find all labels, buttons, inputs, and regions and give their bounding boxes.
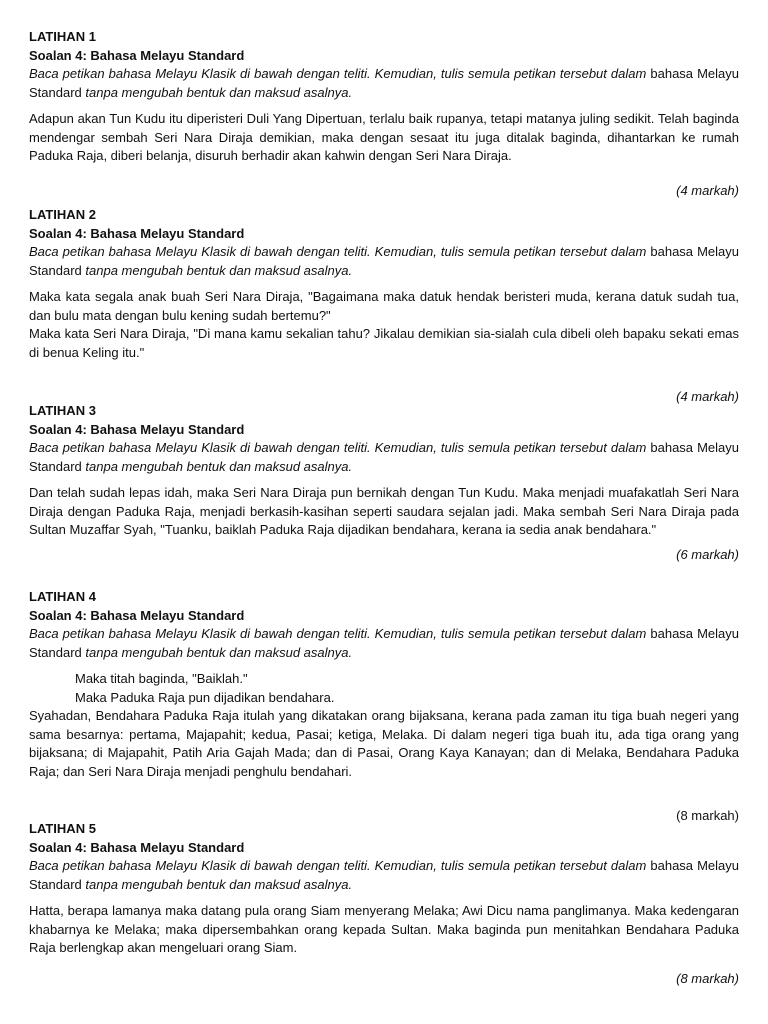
passage: Syahadan, Bendahara Paduka Raja itulah yang dikatakan orang bijaksana, kerana pada zaman itu tiga buah negeri yang sama besarnya: pertama, Majapahit; kedua, Pasai; ketiga, Melaka. Di dalam negeri tiga buah itu, ada tiga orang yang bijaksana; di Majapahit, Patih Aria Gajah Mada; dan di Pasai, Orang Kaya Kanayan; dan di Melaka, Bendahara Paduka Raja; dan Seri Nara Diraja menjadi penghulu bendahari. xyxy=(29,708,739,779)
passage: Hatta, berapa lamanya maka datang pula orang Siam menyerang Melaka; Awi Dicu nama panglimanya. Maka kedengaran khabarnya ke Melaka; maka dipersembahkan orang kepada Sultan. Maka baginda pun menitahkan Bendahara Paduka Raja berlengkap akan mengeluari orang Siam. xyxy=(29,903,739,955)
quote-line: Maka titah baginda, "Baiklah." xyxy=(75,671,248,686)
instruction: Baca petikan bahasa Melayu Klasik di bawah dengan teliti. Kemudian, tulis semula petikan tersebut dalam bahasa Melayu Standard tanpa mengubah bentuk dan maksud asalnya. xyxy=(29,66,739,100)
passage: Adapun akan Tun Kudu itu diperisteri Duli Yang Dipertuan, terlalu baik rupanya, tetapi matanya juling sedikit. Telah baginda mendengar sembah Seri Nara Diraja demikian, maka dengan sesaat itu juga ditalak baginda, dihantarkan ke rumah Paduka Raja, diberi belanja, disuruh berhadir akan kahwin dengan Seri Nara Diraja. xyxy=(29,111,739,163)
marks-label: (8 markah) xyxy=(676,808,739,823)
marks-label: (4 markah) xyxy=(676,182,739,198)
marks-label: (4 markah) xyxy=(676,389,739,404)
instruction: Baca petikan bahasa Melayu Klasik di bawah dengan teliti. Kemudian, tulis semula petikan tersebut dalam bahasa Melayu Standard tanpa mengubah bentuk dan maksud asalnya. xyxy=(29,244,739,278)
exercise-heading: LATIHAN 4 xyxy=(29,589,96,604)
exercise-5 xyxy=(29,820,739,988)
question-title: Soalan 4: Bahasa Melayu Standard xyxy=(29,839,245,855)
exercise-heading: LATIHAN 2 xyxy=(29,207,96,222)
instruction: Baca petikan bahasa Melayu Klasik di bawah dengan teliti. Kemudian, tulis semula petikan tersebut dalam bahasa Melayu Standard tanpa mengubah bentuk dan maksud asalnya. xyxy=(29,626,739,660)
instruction: Baca petikan bahasa Melayu Klasik di bawah dengan teliti. Kemudian, tulis semula petikan tersebut dalam bahasa Melayu Standard tanpa mengubah bentuk dan maksud asalnya. xyxy=(29,440,739,474)
question-title: Soalan 4: Bahasa Melayu Standard xyxy=(29,607,245,623)
exercise-heading: LATIHAN 5 xyxy=(29,821,96,836)
exercise-heading: LATIHAN 3 xyxy=(29,403,96,418)
passage: Dan telah sudah lepas idah, maka Seri Nara Diraja pun bernikah dengan Tun Kudu. Maka menjadi muafakatlah Seri Nara Diraja dengan Paduka Raja, menjadi berkasih-kasihan seperti saudara sejalan jadi. Maka sembah Seri Nara Diraja pada Sultan Muzaffar Syah, "Tuanku, baiklah Paduka Raja dijadikan bendahara, kerana ia sedia anak bendahara." xyxy=(29,485,739,537)
marks-label: (8 markah) xyxy=(676,970,739,986)
passage-continued: Maka kata Seri Nara Diraja, "Di mana kamu sekalian tahu? Jikalau demikian sia-sialah cula dibeli oleh bapaku sekati emas di benua Keling itu." xyxy=(29,326,739,360)
instruction: Baca petikan bahasa Melayu Klasik di bawah dengan teliti. Kemudian, tulis semula petikan tersebut dalam bahasa Melayu Standard tanpa mengubah bentuk dan maksud asalnya. xyxy=(29,858,739,892)
question-title: Soalan 4: Bahasa Melayu Standard xyxy=(29,225,245,241)
exercise-1 xyxy=(29,28,739,200)
question-title: Soalan 4: Bahasa Melayu Standard xyxy=(29,421,245,437)
quote-line: Maka Paduka Raja pun dijadikan bendahara. xyxy=(75,689,335,705)
exercise-4 xyxy=(29,588,739,826)
exercise-2 xyxy=(29,206,739,407)
exercise-3 xyxy=(29,402,739,564)
question-title: Soalan 4: Bahasa Melayu Standard xyxy=(29,47,245,63)
exercise-heading: LATIHAN 1 xyxy=(29,29,96,44)
passage: Maka kata segala anak buah Seri Nara Diraja, "Bagaimana maka datuk hendak beristeri muda, kerana datuk sudah tua, dan bulu mata dengan bulu kening sudah bertemu?" xyxy=(29,289,739,323)
marks-label: (6 markah) xyxy=(676,546,739,562)
